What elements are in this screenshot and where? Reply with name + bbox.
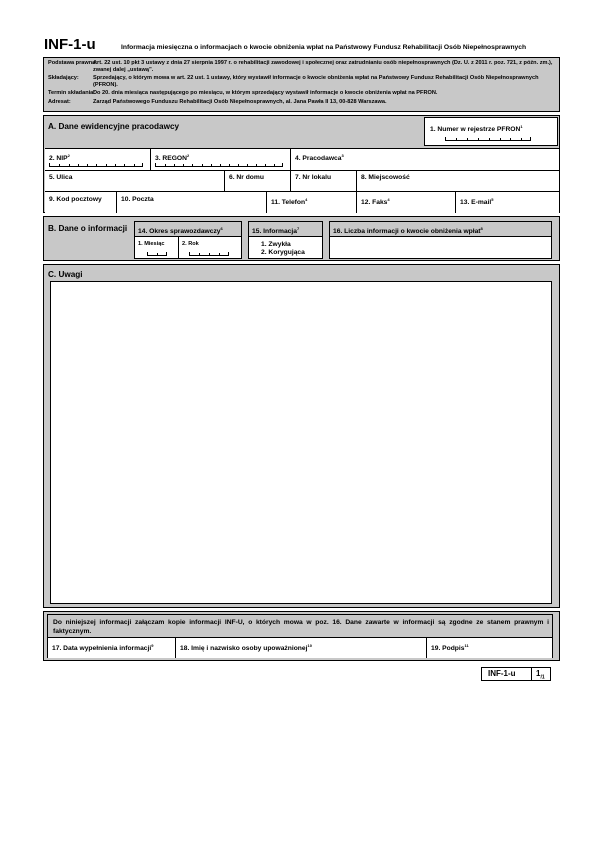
reporting-period-label: 14. Okres sprawozdawczy$^6$ <box>138 226 223 236</box>
addressee-label: Adresat: <box>48 99 71 105</box>
deadline-text: Do 20. dnia miesiąca następującego po miesiącu, w którym sprzedający wystawił informacje o kwocie obniżenia wpłat na PFRON. <box>93 90 438 96</box>
reporting-period-field <box>134 221 242 259</box>
pfron-number-comb <box>445 137 531 141</box>
month-field[interactable] <box>135 237 179 259</box>
month-label: 1. Miesiąc <box>138 241 165 247</box>
apartment-number-label: 7. Nr lokalu <box>295 174 332 181</box>
form-code: INF-1-u <box>44 36 96 53</box>
nip-field[interactable] <box>45 149 151 171</box>
section-b <box>43 216 560 261</box>
option-correcting[interactable]: 2. Korygująca <box>261 249 305 256</box>
regon-field[interactable] <box>151 149 291 171</box>
info-count-input[interactable] <box>330 236 551 258</box>
footer-form-code <box>481 667 551 681</box>
house-number-label: 6. Nr domu <box>229 174 264 181</box>
apartment-number-field[interactable] <box>291 171 357 192</box>
submitter-label: Składający: <box>48 75 79 81</box>
email-field[interactable] <box>456 192 559 213</box>
city-field[interactable] <box>357 171 559 192</box>
postal-code-label: 9. Kod pocztowy <box>49 196 102 203</box>
footer-code-text: INF-1-u <box>488 669 516 678</box>
addressee-text: Zarząd Państwowego Funduszu Rehabilitacji Osób Niepełnosprawnych, al. Jana Pawła II 13, 00-828 Warszawa. <box>93 99 387 105</box>
section-a <box>43 115 560 213</box>
footer-page-number: $1_{/1}$ <box>536 669 545 681</box>
fax-field[interactable] <box>357 192 456 213</box>
section-a-title: A. Dane ewidencyjne pracodawcy <box>48 122 180 131</box>
year-label: 2. Rok <box>182 241 199 247</box>
section-b-title: B. Dane o informacji <box>48 224 128 233</box>
house-number-field[interactable] <box>225 171 291 192</box>
remarks-textarea[interactable] <box>50 281 552 604</box>
legal-basis-label: Podstawa prawna: <box>48 60 98 66</box>
street-field[interactable] <box>45 171 225 192</box>
year-field[interactable] <box>179 237 241 259</box>
signature-field[interactable] <box>427 638 552 658</box>
info-count-field <box>329 221 552 259</box>
nip-label: 2. NIP$^2$ <box>49 153 70 163</box>
information-type-options <box>249 236 322 258</box>
regon-label: 3. REGON$^2$ <box>155 153 190 163</box>
employer-field[interactable] <box>291 149 559 171</box>
pfron-number-field[interactable] <box>424 117 558 146</box>
post-office-label: 10. Poczta <box>121 196 154 203</box>
pfron-number-label: 1. Numer w rejestrze PFRON$^1$ <box>430 124 523 134</box>
fill-date-label: 17. Data wypełnienia informacji$^9$ <box>52 643 154 653</box>
signature-label: 19. Podpis$^{11}$ <box>431 643 469 653</box>
month-comb <box>147 252 167 256</box>
option-regular[interactable]: 1. Zwykła <box>261 241 291 248</box>
information-type-label: 15. Informacja$^7$ <box>252 226 300 236</box>
info-count-label: 16. Liczba informacji o kwocie obniżenia wpłat$^8$ <box>333 226 483 236</box>
postal-code-field[interactable] <box>45 192 117 213</box>
post-office-field[interactable] <box>117 192 267 213</box>
legal-basis-text: Art. 22 ust. 10 pkt 3 ustawy z dnia 27 sierpnia 1997 r. o rehabilitacji zawodowej i społecznej oraz zatrudnianiu osób niepełnosprawnych (Dz. U. z 2011 r. poz. 721, z późn. zm.), zwanej dalej „ustawą”. <box>93 60 553 73</box>
section-a-grid <box>45 148 559 212</box>
authorized-person-field[interactable] <box>176 638 427 658</box>
header-info-box <box>43 57 560 112</box>
declaration-text: Do niniejszej informacji załączam kopie informacji INF-U, o których mowa w poz. 16. Dane zawarte w informacji są zgodne ze stanem prawnym i faktycznym. <box>53 619 549 635</box>
city-label: 8. Miejscowość <box>361 174 410 181</box>
nip-comb <box>49 163 143 167</box>
information-type-field <box>248 221 323 259</box>
section-c <box>43 264 560 608</box>
year-comb <box>189 252 229 256</box>
form-title: Informacja miesięczna o informacjach o kwocie obniżenia wpłat na Państwowy Fundusz Rehabilitacji Osób Niepełnosprawnych <box>121 44 527 51</box>
deadline-label: Termin składania: <box>48 90 96 96</box>
email-label: 13. E-mail$^5$ <box>460 197 494 207</box>
phone-field[interactable] <box>267 192 357 213</box>
authorized-person-label: 18. Imię i nazwisko osoby upoważnionej$^{10}$ <box>180 643 312 653</box>
regon-comb <box>155 163 283 167</box>
submitter-text: Sprzedający, o którym mowa w art. 22 ust. 1 ustawy, który wystawił informacje o kwocie obniżenia wpłat na Państwowy Fundusz Rehabilitacji Osób Niepełnosprawnych (PFRON). <box>93 75 539 88</box>
reporting-period-inputs <box>135 236 241 258</box>
declaration-box <box>47 614 553 658</box>
phone-label: 11. Telefon$^4$ <box>271 197 308 207</box>
fill-date-field[interactable] <box>48 638 176 658</box>
footer-divider <box>531 668 532 680</box>
street-label: 5. Ulica <box>49 174 73 181</box>
declaration-grid <box>48 637 552 657</box>
declaration-section <box>43 611 560 661</box>
section-c-title: C. Uwagi <box>48 270 83 279</box>
fax-label: 12. Faks$^4$ <box>361 197 390 207</box>
employer-label: 4. Pracodawca$^3$ <box>295 153 344 163</box>
